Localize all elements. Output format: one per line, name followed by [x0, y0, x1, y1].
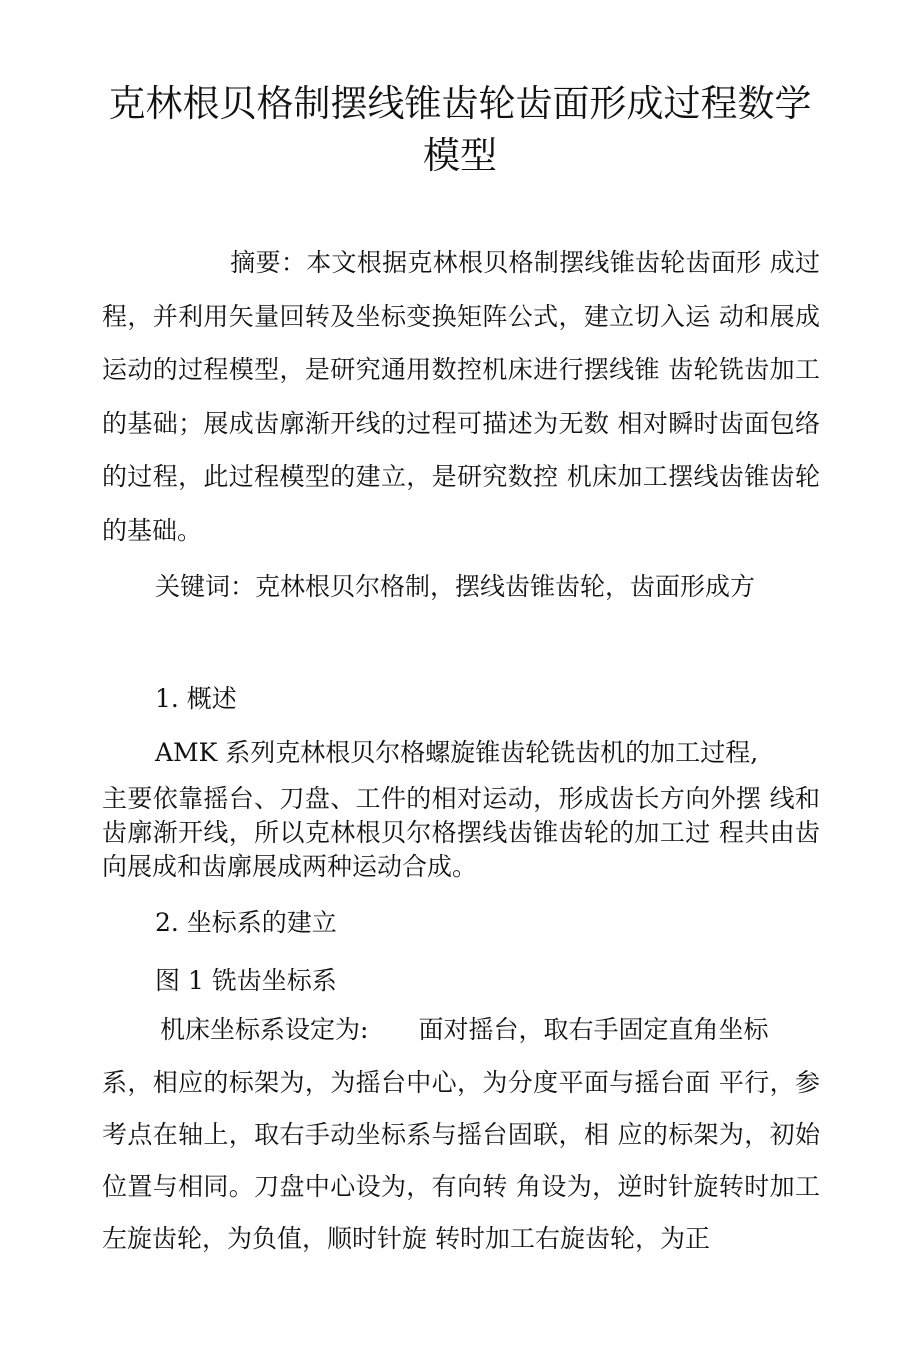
coordinates-first-line [160, 1003, 820, 1056]
section-heading-overview: 1. 概述 [155, 684, 237, 713]
document-title: 克林根贝格制摆线锥齿轮齿面形成过程数学模型 [108, 82, 812, 177]
coordinates-first-line-b: 面对摇台，取右手固定直角坐标 [418, 1015, 769, 1044]
overview-paragraph: 主要依靠摇台、刀盘、工件的相对运动，形成齿长方向外摆 线和齿廓渐开线，所以克林根贝尔格摆线齿锥齿轮的加工过 程共由齿向展成和齿廓展成两种运动合成。 [102, 784, 820, 881]
abstract-paragraph [102, 236, 820, 557]
overview-first-line: AMK 系列克林根贝尔格螺旋锥齿轮铣齿机的加工过程, [155, 738, 759, 767]
abstract-text: 本文根据克林根贝格制摆线锥齿轮齿面形 成过程，并利用矢量回转及坐标变换矩阵公式，建立切入运 动和展成运动的过程模型，是研究通用数控机床进行摆线锥 齿轮铣齿加工的基础；展成齿廓渐开线的过程可描述为无数 相对瞬时齿面包络的过程，此过程模型的建立，是研究数控 机床加工摆线齿锥齿轮的基础。 [102, 248, 820, 545]
abstract-label: 摘要： [230, 248, 307, 277]
coordinates-first-line-a: 机床坐标系设定为: [160, 1015, 369, 1044]
coordinates-paragraph: 系，相应的标架为，为摇台中心，为分度平面与摇台面 平行，参考点在轴上，取右手动坐标系与摇台固联，相 应的标架为，初始位置与相同。刀盘中心设为，有向转 角设为，逆时针旋转时加工左旋齿轮，为负值，顺时针旋 转时加工右旋齿轮，为正 [102, 1068, 820, 1253]
section-heading-coordinates: 2. 坐标系的建立 [155, 908, 337, 937]
keywords-line: 关键词：克林根贝尔格制，摆线齿锥齿轮，齿面形成方 [155, 572, 756, 601]
figure-caption: 图 1 铣齿坐标系 [155, 966, 337, 995]
